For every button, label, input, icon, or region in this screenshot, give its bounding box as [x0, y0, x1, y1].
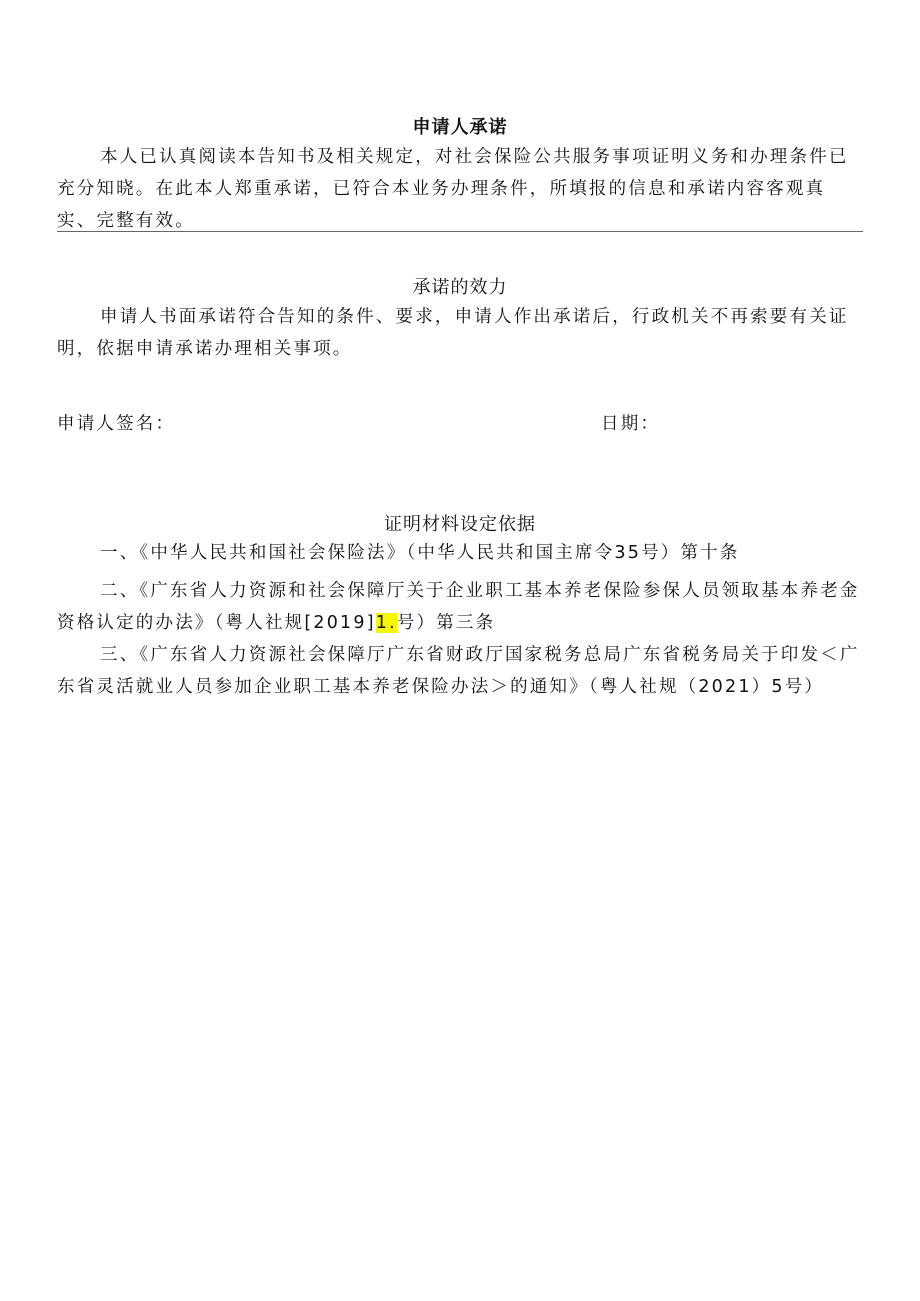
basis-item-2 — [57, 575, 863, 639]
date-label: 日期： — [601, 414, 661, 434]
basis-item-2-text: 二、《广东省人力资源和社会保障厅关于企业职工基本养老保险参保人员领取基本养老金资格认定的办法》（粤人社规[2019] — [57, 581, 860, 633]
signature-label: 申请人签名： — [57, 414, 176, 434]
basis-item-2-highlight: 1. — [375, 613, 397, 633]
basis-item-3: 三、《广东省人力资源社会保障厅广东省财政厅国家税务总局广东省税务局关于印发＜广东省灵活就业人员参加企业职工基本养老保险办法＞的通知》（粤人社规（2021）5号） — [57, 645, 860, 697]
section-divider — [57, 231, 863, 232]
basis-title: 证明材料设定依据 — [384, 514, 536, 535]
effect-body: 申请人书面承诺符合告知的条件、要求，申请人作出承诺后，行政机关不再索要有关证明，依据申请承诺办理相关事项。 — [57, 307, 849, 359]
effect-title: 承诺的效力 — [412, 277, 508, 298]
basis-item-2-tail: 号）第三条 — [396, 613, 496, 633]
commitment-body: 本人已认真阅读本告知书及相关规定，对社会保险公共服务事项证明义务和办理条件已充分知晓。在此本人郑重承诺，已符合本业务办理条件，所填报的信息和承诺内容客观真实、完整有效。 — [57, 147, 849, 231]
basis-item-1: 一、《中华人民共和国社会保险法》（中华人民共和国主席令35号）第十条 — [100, 543, 740, 563]
commitment-title: 申请人承诺 — [412, 117, 508, 138]
